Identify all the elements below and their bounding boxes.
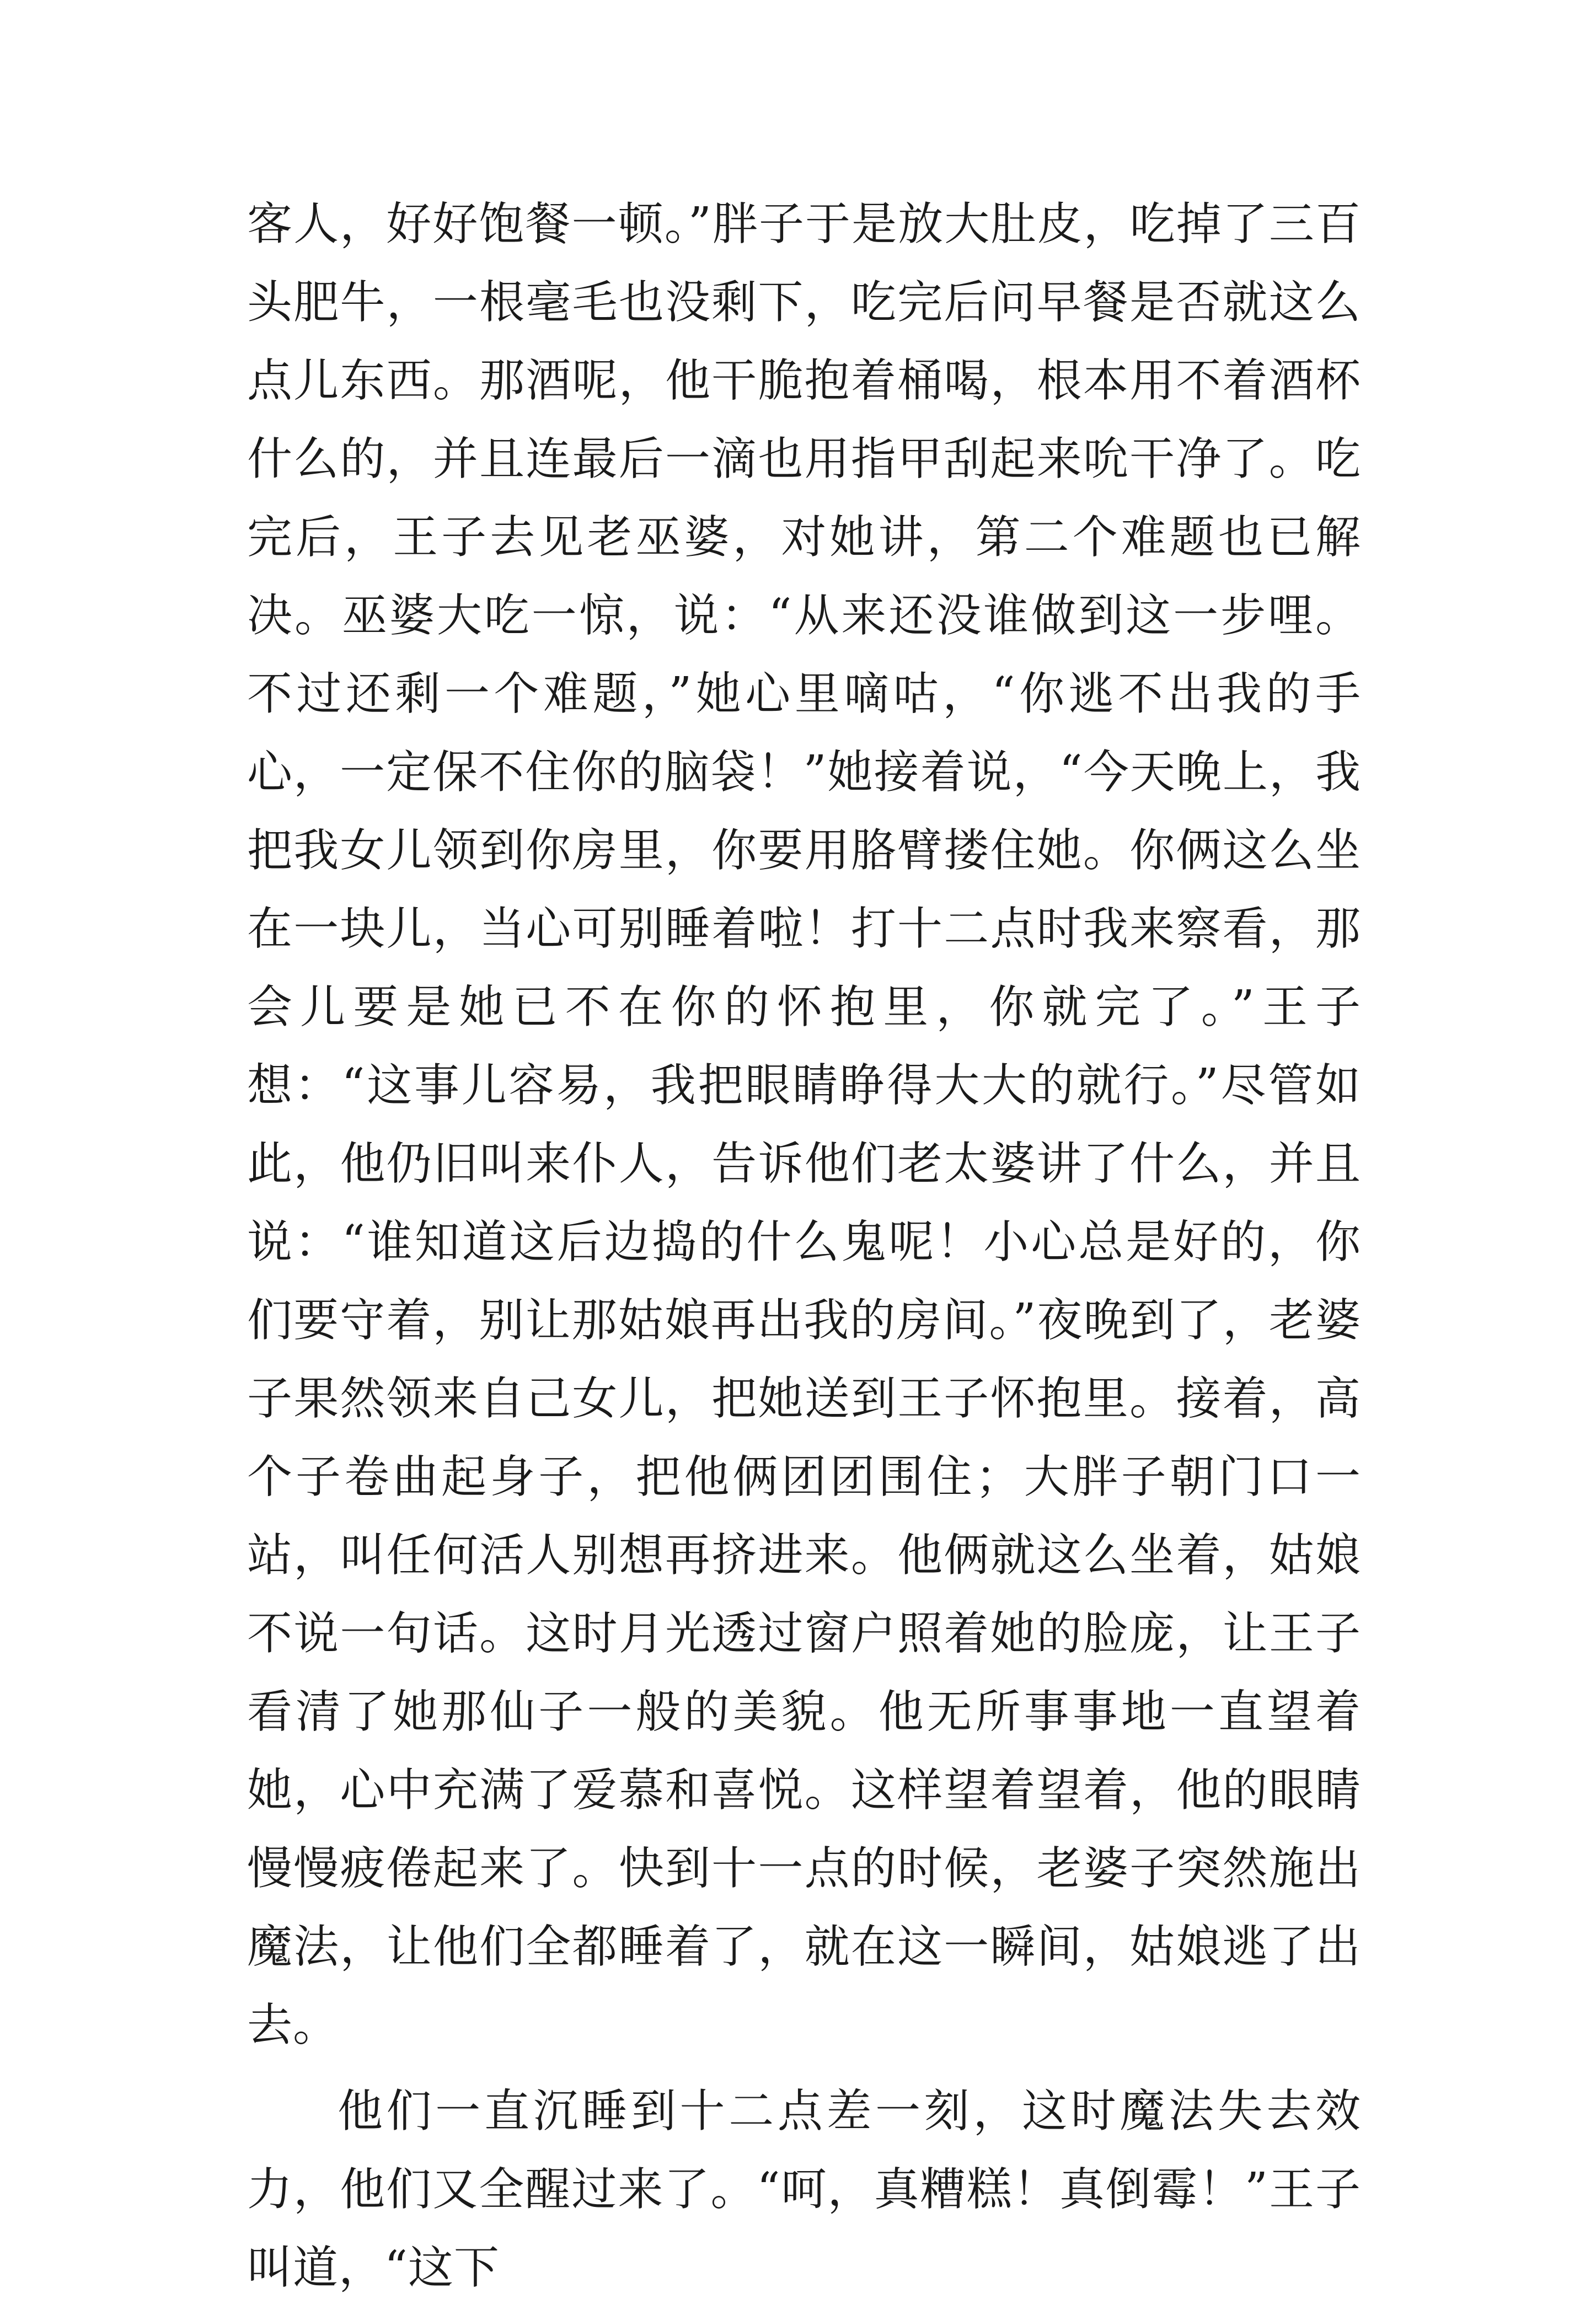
- body-text: [247, 185, 1361, 2315]
- paragraph-2: 他们一直沉睡到十二点差一刻，这时魔法失去效力，他们又全醒过来了。“呵，真糟糕！真倒霉！”王子叫道，“这下: [247, 2085, 1361, 2294]
- paragraph-1: 客人，好好饱餐一顿。”胖子于是放大肚皮，吃掉了三百头肥牛，一根毫毛也没剩下，吃完后问早餐是否就这么点儿东西。那酒呢，他干脆抱着桶喝，根本用不着酒杯什么的，并且连最后一滴也用指甲刮起来吮干净了。吃完后，王子去见老巫婆，对她讲，第二个难题也已解决。巫婆大吃一惊，说：“从来还没谁做到这一步哩。不过还剩一个难题，”她心里嘀咕，“你逃不出我的手心，一定保不住你的脑袋！”她接着说，“今天晚上，我把我女儿领到你房里，你要用胳臂搂住她。你俩这么坐在一块儿，当心可别睡着啦！打十二点时我来察看，那会儿要是她已不在你的怀抱里，你就完了。”王子想：“这事儿容易，我把眼睛睁得大大的就行。”尽管如此，他仍旧叫来仆人，告诉他们老太婆讲了什么，并且说：“谁知道这后边捣的什么鬼呢！小心总是好的，你们要守着，别让那姑娘再出我的房间。”夜晚到了，老婆子果然领来自己女儿，把她送到王子怀抱里。接着，高个子卷曲起身子，把他俩团团围住；大胖子朝门口一站，叫任何活人别想再挤进来。他俩就这么坐着，姑娘不说一句话。这时月光透过窗户照着她的脸庞，让王子看清了她那仙子一般的美貌。他无所事事地一直望着她，心中充满了爱慕和喜悦。这样望着望着，他的眼睛慢慢疲倦起来了。快到十一点的时候，老婆子突然施出魔法，让他们全都睡着了，就在这一瞬间，姑娘逃了出去。: [247, 198, 1361, 2051]
